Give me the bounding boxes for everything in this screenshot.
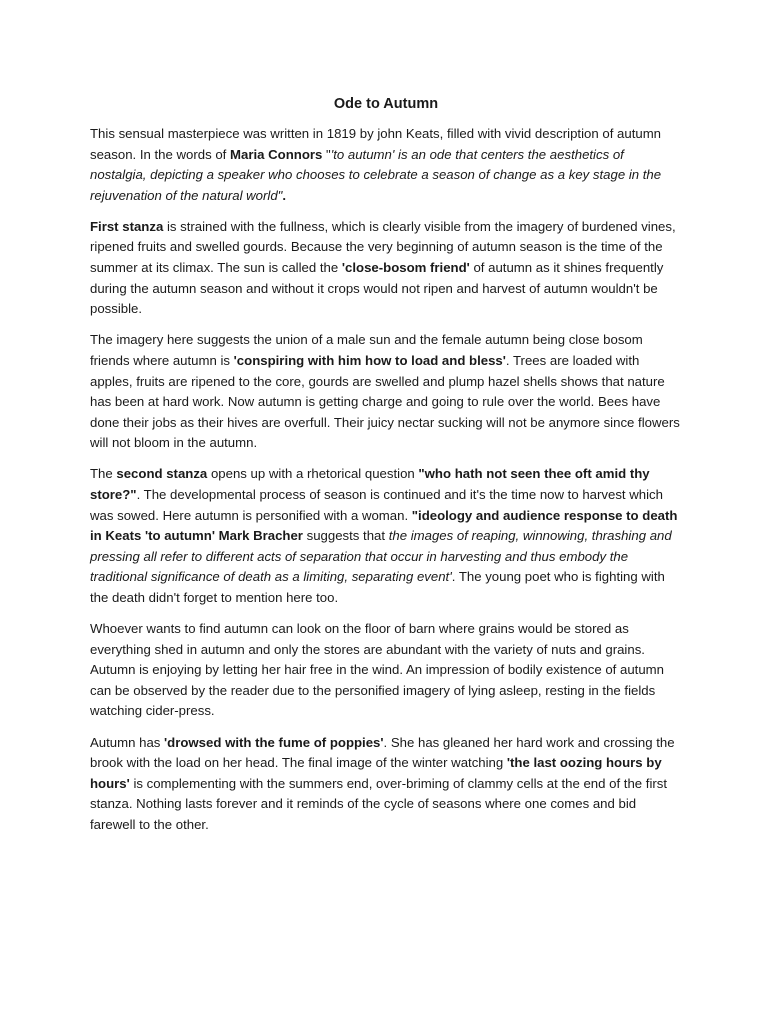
text-run: second stanza	[116, 466, 208, 482]
text-run: "	[322, 146, 331, 162]
text-run: the images of reaping, winnowing, thrashing and pressing all refer to different acts of separation that occur in harvesting and thus embody the traditional significance of death as a limiting, separating event'	[90, 528, 672, 585]
text-run: opens up with a rhetorical question	[207, 466, 419, 482]
text-run: Maria Connors	[230, 146, 323, 162]
text-run: 'drowsed with the fume of poppies'	[164, 734, 384, 750]
text-run: The	[90, 466, 117, 482]
text-run: .	[282, 187, 287, 203]
text-run: is complementing with the summers end, over-briming of clammy cells at the end of the first stanza. Nothing lasts forever and it reminds of the cycle of seasons where one comes and bid farewell to the other.	[90, 775, 668, 832]
text-run: is strained with the fullness, which is clearly visible from the imagery of burdened vines, ripened fruits and swelled gourds. Because the very beginning of autumn season is the time of the summer at its climax. The sun is called the	[90, 218, 676, 276]
text-run: . Trees are loaded with apples, fruits are ripened to the core, gourds are swelled and plump hazel shells shows that nature has been at hard work. Now autumn is getting charge and going to rule over the world. Bees have done their jobs as their hives are overfull. Their juicy nectar sucking will not be anymore since flowers will not bloom in the autumn.	[90, 352, 680, 451]
paragraph-5	[90, 619, 682, 722]
text-run: This sensual masterpiece was written in 1819 by john Keats, filled with vivid description of autumn season. In the words of	[90, 126, 662, 162]
text-run: "who hath not seen thee oft amid thy store?"	[90, 466, 650, 502]
paragraph-2	[90, 217, 682, 320]
document-page	[90, 94, 682, 846]
document-body	[90, 124, 682, 836]
text-run: 'to autumn' is an ode that centers the aesthetics of nostalgia, depicting a speaker who chooses to celebrate a season of change as a key stage in the rejuvenation of the natural world"	[90, 146, 662, 203]
text-run: . She has gleaned her hard work and crossing the brook with the load on her head. The final image of the winter watching	[90, 734, 675, 771]
paragraph-6	[90, 733, 682, 836]
text-run: of autumn as it shines frequently during the autumn season and without it crops would not ripen and harvest of autumn wouldn't be possible.	[90, 260, 664, 317]
text-run: suggests that	[302, 528, 389, 544]
text-run: . The developmental process of season is continued and it's the time now to harvest which was sowed. Here autumn is personified with a woman.	[90, 487, 663, 523]
paragraph-1	[90, 124, 682, 206]
text-run: . The young poet who is fighting with the death didn't forget to mention here too.	[90, 569, 665, 605]
paragraph-3	[90, 330, 682, 454]
text-run: Whoever wants to find autumn can look on the floor of barn where grains would be stored as everything shed in autumn and only the stores are abundant with the variety of nuts and grains. Autumn is enjoying by letting her hair free in the wind. An impression of bodily existence of autumn can be observed by the reader due to the personified imagery of lying asleep, resting in the fields watching cider-press.	[90, 621, 664, 719]
document-title: Ode to Autumn	[333, 96, 439, 112]
paragraph-4	[90, 464, 682, 608]
text-run: Autumn has	[90, 734, 165, 750]
text-run: 'close-bosom friend'	[341, 260, 470, 276]
text-run: The imagery here suggests the union of a male sun and the female autumn being close bosom friends where autumn is	[90, 332, 643, 368]
text-run: 'the last oozing hours by hours'	[90, 755, 662, 791]
text-run: First stanza	[90, 218, 164, 234]
text-run: 'conspiring with him how to load and bless'	[233, 352, 506, 368]
text-run: "ideology and audience response to death in Keats 'to autumn' Mark Bracher	[90, 507, 678, 544]
